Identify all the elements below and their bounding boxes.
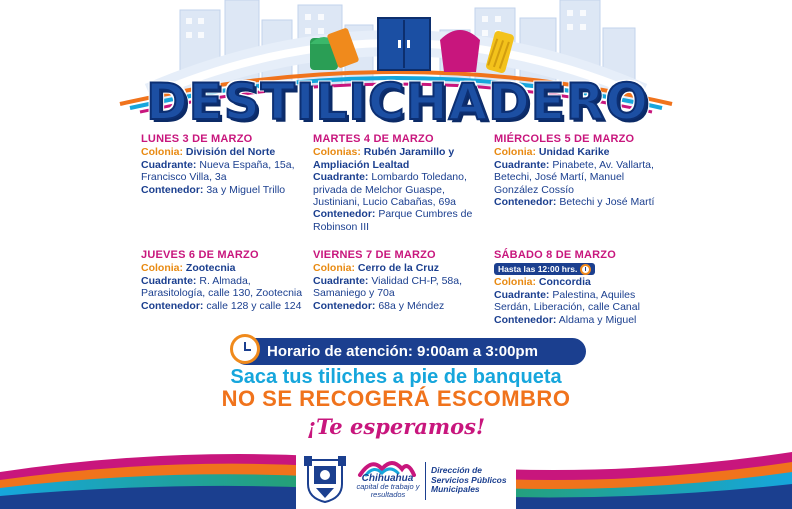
day-title: LUNES 3 DE MARZO (141, 133, 253, 145)
cuadrante-row: Cuadrante: R. Almada, Parasitología, calle 130, Zootecnia (141, 274, 303, 300)
day-card-martes (313, 133, 485, 233)
day-card-jueves (141, 249, 309, 312)
colonia-row: Colonia: División del Norte (141, 146, 276, 159)
cuadrante-row: Cuadrante: Palestina, Aquiles Serdán, Liberación, calle Canal (494, 288, 640, 314)
day-title: VIERNES 7 DE MARZO (313, 249, 436, 261)
day-card-viernes (313, 249, 485, 312)
contenedor-row: Contenedor: Betechi y José Martí (494, 196, 655, 209)
colonia-row: Colonia: Concordia (494, 276, 591, 289)
day-title: MIÉRCOLES 5 DE MARZO (494, 133, 635, 145)
time-limit-badge: Hasta las 12:00 hrs. (494, 263, 595, 275)
closing-text: ¡Te esperamos! (306, 414, 486, 439)
contenedor-row: Contenedor: 68a y Méndez (313, 299, 445, 312)
department-name: Dirección de Servicios Públicos Municipales (431, 465, 507, 494)
chihuahua-logo-text: Chihuahua (361, 473, 414, 484)
footer-divider (425, 462, 426, 500)
day-title: SÁBADO 8 DE MARZO (494, 249, 616, 261)
instruction-text: Saca tus tiliches a pie de banqueta (230, 366, 562, 388)
colonia-row: Colonia: Unidad Karike (494, 146, 610, 159)
day-title: JUEVES 6 DE MARZO (141, 249, 259, 261)
cuadrante-row: Cuadrante: Lombardo Toledano, privada de Melchor Guaspe, Justiniani, Lucio Cabañas, 69a (313, 171, 467, 209)
colonia-row: Colonia: Cerro de la Cruz (313, 262, 440, 275)
header-illustration (0, 0, 792, 126)
contenedor-row: Contenedor: calle 128 y calle 124 (141, 299, 302, 312)
contenedor-row: Contenedor: Aldama y Miguel (494, 313, 637, 326)
cuadrante-row: Cuadrante: Vialidad CH-P, 58a, Samaniego y 70a (313, 274, 463, 300)
contenedor-row: Contenedor: 3a y Miguel Trillo (141, 183, 286, 196)
clock-icon (580, 264, 591, 275)
cuadrante-row: Cuadrante: Nueva España, 15a, Francisco Villa, 3a (141, 158, 295, 184)
day-card-lunes (141, 133, 311, 196)
warning-text: NO SE RECOGERÁ ESCOMBRO (221, 386, 571, 411)
contenedor-row: Contenedor: Parque Cumbres de Robinson III (313, 208, 473, 233)
day-card-miercoles (494, 133, 666, 208)
chihuahua-logo-tagline: capital de trabajo y resultados (356, 482, 420, 499)
day-card-sabado (494, 249, 672, 326)
clock-icon (230, 334, 260, 364)
colonia-row: Colonias: Rubén Jaramillo y Ampliación Lealtad (313, 146, 455, 171)
schedule-banner: Horario de atención: 9:00am a 3:00pm (233, 338, 586, 365)
municipal-seal-icon (304, 456, 346, 504)
colonia-row: Colonia: Zootecnia (141, 262, 236, 275)
cuadrante-row: Cuadrante: Pinabete, Av. Vallarta, Betechi, José Martí, Manuel González Cossío (494, 158, 654, 196)
event-title: DESTILICHADERO (146, 73, 649, 126)
day-title: MARTES 4 DE MARZO (313, 133, 434, 145)
